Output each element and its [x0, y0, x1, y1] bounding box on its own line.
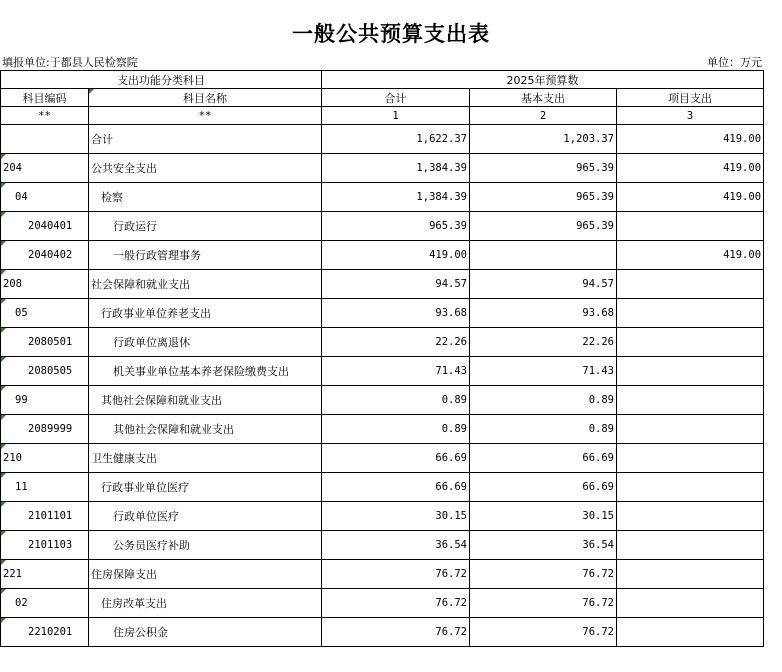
- row-basic-cell: 93.68: [470, 299, 617, 328]
- table-row: [1, 212, 764, 241]
- row-project-cell: 419.00: [617, 183, 764, 212]
- row-basic-cell: 965.39: [470, 154, 617, 183]
- row-name-cell: 行政事业单位医疗: [89, 473, 322, 502]
- table-row: [1, 241, 764, 270]
- row-code-cell: [1, 125, 89, 154]
- row-total-cell: 76.72: [322, 560, 470, 589]
- row-name-cell: 住房改革支出: [89, 589, 322, 618]
- row-name-cell: 住房公积金: [89, 618, 322, 647]
- row-total-cell: 1,384.39: [322, 183, 470, 212]
- row-total-cell: 76.72: [322, 589, 470, 618]
- row-code-cell: 04: [1, 183, 89, 212]
- header-budget-year: 2025年预算数: [322, 71, 764, 89]
- row-code-cell: 221: [1, 560, 89, 589]
- header-row-columns: [1, 89, 764, 107]
- table-row: [1, 299, 764, 328]
- row-basic-cell: 94.57: [470, 270, 617, 299]
- budget-table: [0, 70, 764, 647]
- row-basic-cell: 0.89: [470, 386, 617, 415]
- header-code-mark: **: [1, 107, 89, 125]
- row-code-cell: 02: [1, 589, 89, 618]
- row-total-cell: 0.89: [322, 386, 470, 415]
- row-code-cell: 2101103: [1, 531, 89, 560]
- row-basic-cell: 965.39: [470, 212, 617, 241]
- row-basic-cell: 76.72: [470, 560, 617, 589]
- header-function-class: 支出功能分类科目: [1, 71, 322, 89]
- header-basic: 基本支出: [470, 89, 617, 107]
- row-name-cell: 其他社会保障和就业支出: [89, 415, 322, 444]
- row-name-cell: 住房保障支出: [89, 560, 322, 589]
- row-total-cell: 965.39: [322, 212, 470, 241]
- table-row: [1, 531, 764, 560]
- row-total-cell: 66.69: [322, 473, 470, 502]
- table-row: [1, 154, 764, 183]
- row-project-cell: [617, 299, 764, 328]
- table-row: [1, 415, 764, 444]
- row-project-cell: [617, 212, 764, 241]
- row-code-cell: 2101101: [1, 502, 89, 531]
- row-total-cell: 71.43: [322, 357, 470, 386]
- row-name-cell: 行政事业单位养老支出: [89, 299, 322, 328]
- row-basic-cell: 76.72: [470, 589, 617, 618]
- table-row: [1, 125, 764, 154]
- row-total-cell: 419.00: [322, 241, 470, 270]
- row-total-cell: 36.54: [322, 531, 470, 560]
- row-code-cell: 2040401: [1, 212, 89, 241]
- row-name-cell: 行政单位医疗: [89, 502, 322, 531]
- header-basic-index: 2: [470, 107, 617, 125]
- row-name-cell: 社会保障和就业支出: [89, 270, 322, 299]
- row-total-cell: 0.89: [322, 415, 470, 444]
- table-row: [1, 357, 764, 386]
- row-project-cell: [617, 618, 764, 647]
- table-row: [1, 473, 764, 502]
- row-basic-cell: 36.54: [470, 531, 617, 560]
- row-project-cell: [617, 589, 764, 618]
- table-row: [1, 560, 764, 589]
- report-title: 一般公共预算支出表: [292, 21, 490, 46]
- row-basic-cell: 71.43: [470, 357, 617, 386]
- row-code-cell: 11: [1, 473, 89, 502]
- row-code-cell: 99: [1, 386, 89, 415]
- row-total-cell: 1,384.39: [322, 154, 470, 183]
- row-project-cell: [617, 531, 764, 560]
- row-project-cell: 419.00: [617, 125, 764, 154]
- table-row: [1, 502, 764, 531]
- row-basic-cell: 30.15: [470, 502, 617, 531]
- row-total-cell: 30.15: [322, 502, 470, 531]
- row-name-cell: 合计: [89, 125, 322, 154]
- table-row: [1, 386, 764, 415]
- row-code-cell: 210: [1, 444, 89, 473]
- row-basic-cell: 965.39: [470, 183, 617, 212]
- header-project-index: 3: [617, 107, 764, 125]
- row-name-cell: 公务员医疗补助: [89, 531, 322, 560]
- row-code-cell: 208: [1, 270, 89, 299]
- header-row-index: [1, 107, 764, 125]
- row-project-cell: [617, 386, 764, 415]
- row-name-cell: 机关事业单位基本养老保险缴费支出: [89, 357, 322, 386]
- row-name-cell: 卫生健康支出: [89, 444, 322, 473]
- row-code-cell: 204: [1, 154, 89, 183]
- row-code-cell: 2089999: [1, 415, 89, 444]
- row-total-cell: 76.72: [322, 618, 470, 647]
- table-row: [1, 589, 764, 618]
- row-total-cell: 93.68: [322, 299, 470, 328]
- row-project-cell: [617, 270, 764, 299]
- row-basic-cell: 22.26: [470, 328, 617, 357]
- row-basic-cell: 66.69: [470, 444, 617, 473]
- row-basic-cell: [470, 241, 617, 270]
- row-code-cell: 05: [1, 299, 89, 328]
- row-code-cell: 2080505: [1, 357, 89, 386]
- row-name-cell: 行政单位离退休: [89, 328, 322, 357]
- row-name-cell: 一般行政管理事务: [89, 241, 322, 270]
- header-row-group: [1, 71, 764, 89]
- row-basic-cell: 66.69: [470, 473, 617, 502]
- row-name-cell: 公共安全支出: [89, 154, 322, 183]
- header-code: 科目编码: [1, 89, 89, 107]
- row-project-cell: 419.00: [617, 154, 764, 183]
- row-code-cell: 2080501: [1, 328, 89, 357]
- header-total-index: 1: [322, 107, 470, 125]
- row-project-cell: [617, 328, 764, 357]
- reporting-unit: 填报单位:于都县人民检察院: [2, 56, 138, 69]
- row-total-cell: 94.57: [322, 270, 470, 299]
- row-name-cell: 行政运行: [89, 212, 322, 241]
- row-name-cell: 其他社会保障和就业支出: [89, 386, 322, 415]
- header-name: 科目名称: [89, 89, 322, 107]
- row-basic-cell: 1,203.37: [470, 125, 617, 154]
- row-code-cell: 2210201: [1, 618, 89, 647]
- row-basic-cell: 76.72: [470, 618, 617, 647]
- row-project-cell: [617, 502, 764, 531]
- row-project-cell: 419.00: [617, 241, 764, 270]
- row-code-cell: 2040402: [1, 241, 89, 270]
- row-project-cell: [617, 415, 764, 444]
- row-project-cell: [617, 473, 764, 502]
- row-project-cell: [617, 357, 764, 386]
- table-row: [1, 328, 764, 357]
- table-row: [1, 444, 764, 473]
- row-project-cell: [617, 560, 764, 589]
- header-total: 合计: [322, 89, 470, 107]
- table-row: [1, 618, 764, 647]
- table-row: [1, 183, 764, 212]
- row-total-cell: 22.26: [322, 328, 470, 357]
- row-total-cell: 1,622.37: [322, 125, 470, 154]
- row-total-cell: 66.69: [322, 444, 470, 473]
- header-project: 项目支出: [617, 89, 764, 107]
- amount-unit: 单位：万元: [707, 56, 762, 69]
- table-row: [1, 270, 764, 299]
- row-project-cell: [617, 444, 764, 473]
- header-name-mark: **: [89, 107, 322, 125]
- row-basic-cell: 0.89: [470, 415, 617, 444]
- row-name-cell: 检察: [89, 183, 322, 212]
